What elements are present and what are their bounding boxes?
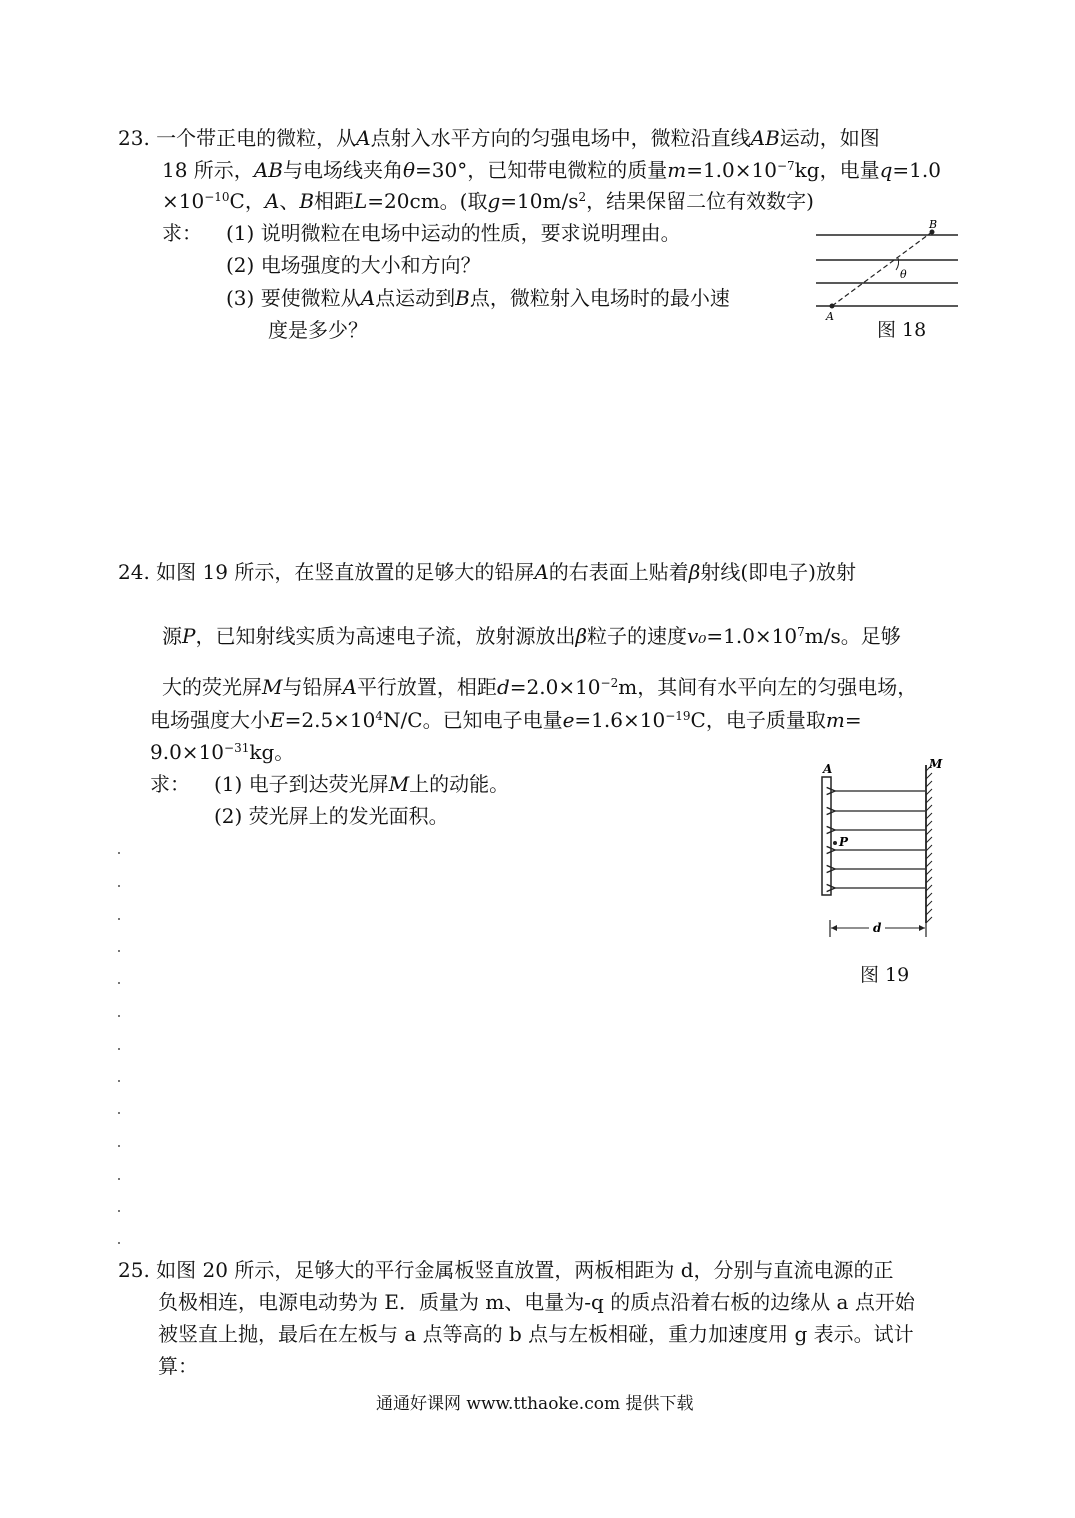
margin-dot <box>118 950 120 952</box>
screen-hatching <box>926 765 932 923</box>
q23-sub-3: (3) 要使微粒从A点运动到B点，微粒射入电场时的最小速 <box>226 286 730 310</box>
field-arrows <box>835 791 925 888</box>
figure-18-caption: 图 18 <box>877 319 927 341</box>
label-b: B <box>929 218 938 231</box>
margin-dot <box>118 885 120 887</box>
lead-screen-a <box>822 777 831 895</box>
q25-line-2: 负极相连，电源电动势为 E．质量为 m、电量为-q 的质点沿着右板的边缘从 a 点开始 <box>158 1290 915 1314</box>
point-a <box>830 304 835 309</box>
label-m: M <box>929 757 943 771</box>
q24-sub-2: (2) 荧光屏上的发光面积。 <box>214 804 449 828</box>
margin-dot <box>118 1015 120 1017</box>
q23-sub-1: (1) 说明微粒在电场中运动的性质，要求说明理由。 <box>226 221 681 245</box>
q23-line-3: $\times 10^{-10}C$，A、B相距L=20cm。(取$g=10m/s^2$，结果保留二位有效数字) <box>162 189 814 213</box>
q24-line-5: $9.0\times 10^{-31}kg$。 <box>150 740 295 764</box>
label-d: d <box>873 921 882 935</box>
q25-line-1: 25. 如图 20 所示，足够大的平行金属板竖直放置，两板相距为 d，分别与直流电源的正 <box>118 1258 894 1282</box>
q24-ask: 求： <box>150 772 190 796</box>
margin-dot <box>118 1242 120 1244</box>
q25-line-4: 算： <box>158 1354 198 1378</box>
q23-line-2: 18 所示，AB与电场线夹角θ=30°，已知带电微粒的质量$m=1.0\times 10^{-7}kg$，电量q=1.0 <box>162 158 941 182</box>
margin-dot <box>118 982 120 984</box>
margin-dot <box>118 1080 120 1082</box>
q25-line-3: 被竖直上抛，最后在左板与 a 点等高的 b 点与左板相碰，重力加速度用 g 表示。试计 <box>158 1322 914 1346</box>
q24-line-3: 大的荧光屏M与铅屏A平行放置，相距$d=2.0\times 10^{-2}m$，其间有水平向左的匀强电场， <box>162 675 918 699</box>
label-theta: θ <box>900 268 907 281</box>
q24-line-4: 电场强度大小$E=2.5\times 10^4N/C$。已知电子电量$e=1.6\times 10^{-19}C$，电子质量取m= <box>150 708 862 732</box>
margin-dot <box>118 852 120 854</box>
margin-dot <box>118 1210 120 1212</box>
q23-sub-3-cont: 度是多少？ <box>268 318 368 342</box>
source-p <box>833 841 837 845</box>
margin-dot <box>118 1145 120 1147</box>
margin-dot <box>118 1048 120 1050</box>
q23-sub-2: (2) 电场强度的大小和方向？ <box>226 253 481 277</box>
figure-19-diagram <box>815 755 950 940</box>
label-a: A <box>826 310 834 323</box>
q24-line-1: 24. 如图 19 所示，在竖直放置的足够大的铅屏A的右表面上贴着β射线(即电子)放射 <box>118 560 856 584</box>
label-p: P <box>839 835 849 849</box>
margin-dot <box>118 918 120 920</box>
margin-dot <box>118 1112 120 1114</box>
q24-line-2: 源P，已知射线实质为高速电子流，放射源放出β粒子的速度$v_0=1.0\times 10^7m/s$。足够 <box>162 624 901 648</box>
q25-number: 25. <box>118 1258 150 1282</box>
q23-line-1: 23. 一个带正电的微粒，从A点射入水平方向的匀强电场中，微粒沿直线AB运动，如图 <box>118 126 880 150</box>
label-a: A <box>823 762 833 776</box>
figure-18-diagram <box>812 218 962 323</box>
page-footer: 通通好课网 www.tthaoke.com 提供下载 <box>376 1394 694 1414</box>
margin-dot <box>118 1178 120 1180</box>
path-ab <box>832 232 932 306</box>
q24-number: 24. <box>118 560 150 584</box>
q24-sub-1: (1) 电子到达荧光屏M上的动能。 <box>214 772 510 796</box>
q23-ask: 求： <box>162 221 202 245</box>
q23-number: 23. <box>118 126 150 150</box>
figure-19-caption: 图 19 <box>860 964 910 986</box>
